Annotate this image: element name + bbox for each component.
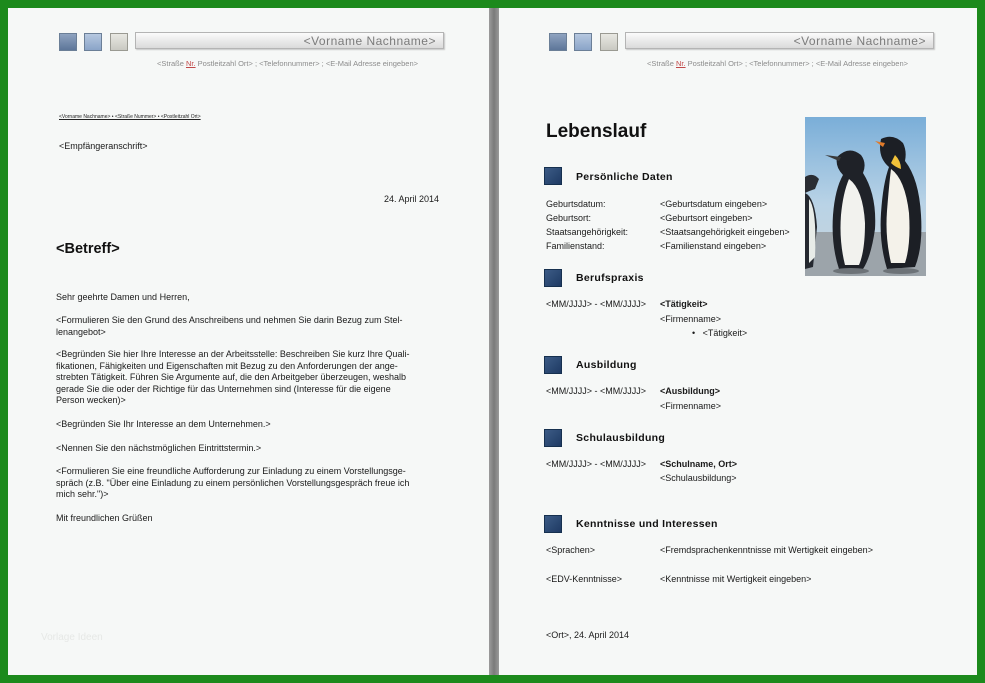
letter-paragraph: <Formulieren Sie den Grund des Anschreibens und nehmen Sie darin Bezug zum Stel- lenangebot> bbox=[56, 315, 403, 337]
watermark: Vorlage Ideen bbox=[41, 632, 103, 643]
section-heading-training: Ausbildung bbox=[576, 359, 637, 371]
salutation: Sehr geehrte Damen und Herren, bbox=[56, 292, 190, 302]
section-square-icon bbox=[544, 515, 562, 533]
header-square-icon bbox=[600, 33, 618, 51]
header-address: <Straße Nr. Postleitzahl Ort> ; <Telefonnummer> ; <E-Mail Adresse eingeben> bbox=[647, 59, 908, 68]
skills-value: <Fremdsprachenkenntnisse mit Wertigkeit eingeben> bbox=[660, 545, 873, 555]
header-square-icon bbox=[59, 33, 77, 51]
header-name-bar: <Vorname Nachname> bbox=[625, 32, 934, 49]
experience-title: <Tätigkeit> bbox=[660, 299, 708, 309]
letter-paragraph: <Nennen Sie den nächstmöglichen Eintrittstermin.> bbox=[56, 443, 262, 453]
personal-value: <Geburtsort eingeben> bbox=[660, 213, 753, 223]
profile-photo bbox=[805, 117, 926, 276]
sender-line: <Vorname Nachname> • <Straße Nummer> • <Postleitzahl Ort> bbox=[59, 114, 201, 120]
header-square-icon bbox=[84, 33, 102, 51]
school-title: <Schulname, Ort> bbox=[660, 459, 738, 469]
letter-subject: <Betreff> bbox=[56, 241, 120, 257]
experience-company: <Firmenname> bbox=[660, 314, 722, 324]
header-square-icon bbox=[549, 33, 567, 51]
header-square-icon bbox=[110, 33, 128, 51]
section-square-icon bbox=[544, 429, 562, 447]
cover-letter-page bbox=[8, 8, 489, 675]
personal-value: <Geburtsdatum eingeben> bbox=[660, 199, 768, 209]
section-heading-school: Schulausbildung bbox=[576, 432, 666, 444]
skills-label: <Sprachen> bbox=[546, 545, 596, 555]
section-heading-personal: Persönliche Daten bbox=[576, 171, 673, 183]
cv-title: Lebenslauf bbox=[546, 121, 647, 142]
header-square-icon bbox=[574, 33, 592, 51]
section-square-icon bbox=[544, 269, 562, 287]
letter-paragraph: <Begründen Sie hier Ihre Interesse an der Arbeitsstelle: Beschreiben Sie kurz Ihre Quali- fikationen, Fähigkeiten und Eigenschaften mit Bezug zu den Anforderungen der ange- strebten Tätigkeit. Führen Sie Argumente auf, die den Arbeitgeber überzeugen, weshalb gerade Sie die oder der Richtige für das Unternehmen sind (Interesse für die eigene Person wecken)> bbox=[56, 349, 410, 405]
personal-value: <Staatsangehörigkeit eingeben> bbox=[660, 227, 790, 237]
experience-period: <MM/JJJJ> - <MM/JJJJ> bbox=[546, 299, 647, 309]
training-company: <Firmenname> bbox=[660, 401, 722, 411]
header-address: <Straße Nr. Postleitzahl Ort> ; <Telefonnummer> ; <E-Mail Adresse eingeben> bbox=[157, 59, 418, 68]
training-period: <MM/JJJJ> - <MM/JJJJ> bbox=[546, 386, 647, 396]
section-heading-experience: Berufspraxis bbox=[576, 272, 644, 284]
section-square-icon bbox=[544, 356, 562, 374]
header-name-bar: <Vorname Nachname> bbox=[135, 32, 444, 49]
section-heading-skills: Kenntnisse und Interessen bbox=[576, 518, 718, 530]
personal-label: Geburtsdatum: bbox=[546, 199, 606, 209]
skills-value: <Kenntnisse mit Wertigkeit eingeben> bbox=[660, 574, 812, 584]
letter-paragraph: <Begründen Sie Ihr Interesse an dem Unternehmen.> bbox=[56, 419, 271, 429]
page-gutter bbox=[489, 8, 499, 675]
recipient-address: <Empfängeranschrift> bbox=[59, 141, 148, 151]
cv-page bbox=[499, 8, 977, 675]
school-period: <MM/JJJJ> - <MM/JJJJ> bbox=[546, 459, 647, 469]
letter-date: 24. April 2014 bbox=[384, 194, 440, 204]
training-title: <Ausbildung> bbox=[660, 386, 721, 396]
school-detail: <Schulausbildung> bbox=[660, 473, 737, 483]
personal-label: Familienstand: bbox=[546, 241, 605, 251]
personal-label: Geburtsort: bbox=[546, 213, 592, 223]
personal-value: <Familienstand eingeben> bbox=[660, 241, 767, 251]
closing: Mit freundlichen Grüßen bbox=[56, 513, 153, 523]
skills-label: <EDV-Kenntnisse> bbox=[546, 574, 623, 584]
experience-bullet: • <Tätigkeit> bbox=[692, 328, 748, 338]
personal-label: Staatsangehörigkeit: bbox=[546, 227, 629, 237]
letter-paragraph: <Formulieren Sie eine freundliche Aufforderung zur Einladung zu einem Vorstellungsge- spräch (z.B. "Über eine Einladung zu einem persönlichen Vorstellungsgespräch freue ich mich sehr.")> bbox=[56, 466, 410, 499]
place-date: <Ort>, 24. April 2014 bbox=[546, 630, 630, 640]
section-square-icon bbox=[544, 167, 562, 185]
